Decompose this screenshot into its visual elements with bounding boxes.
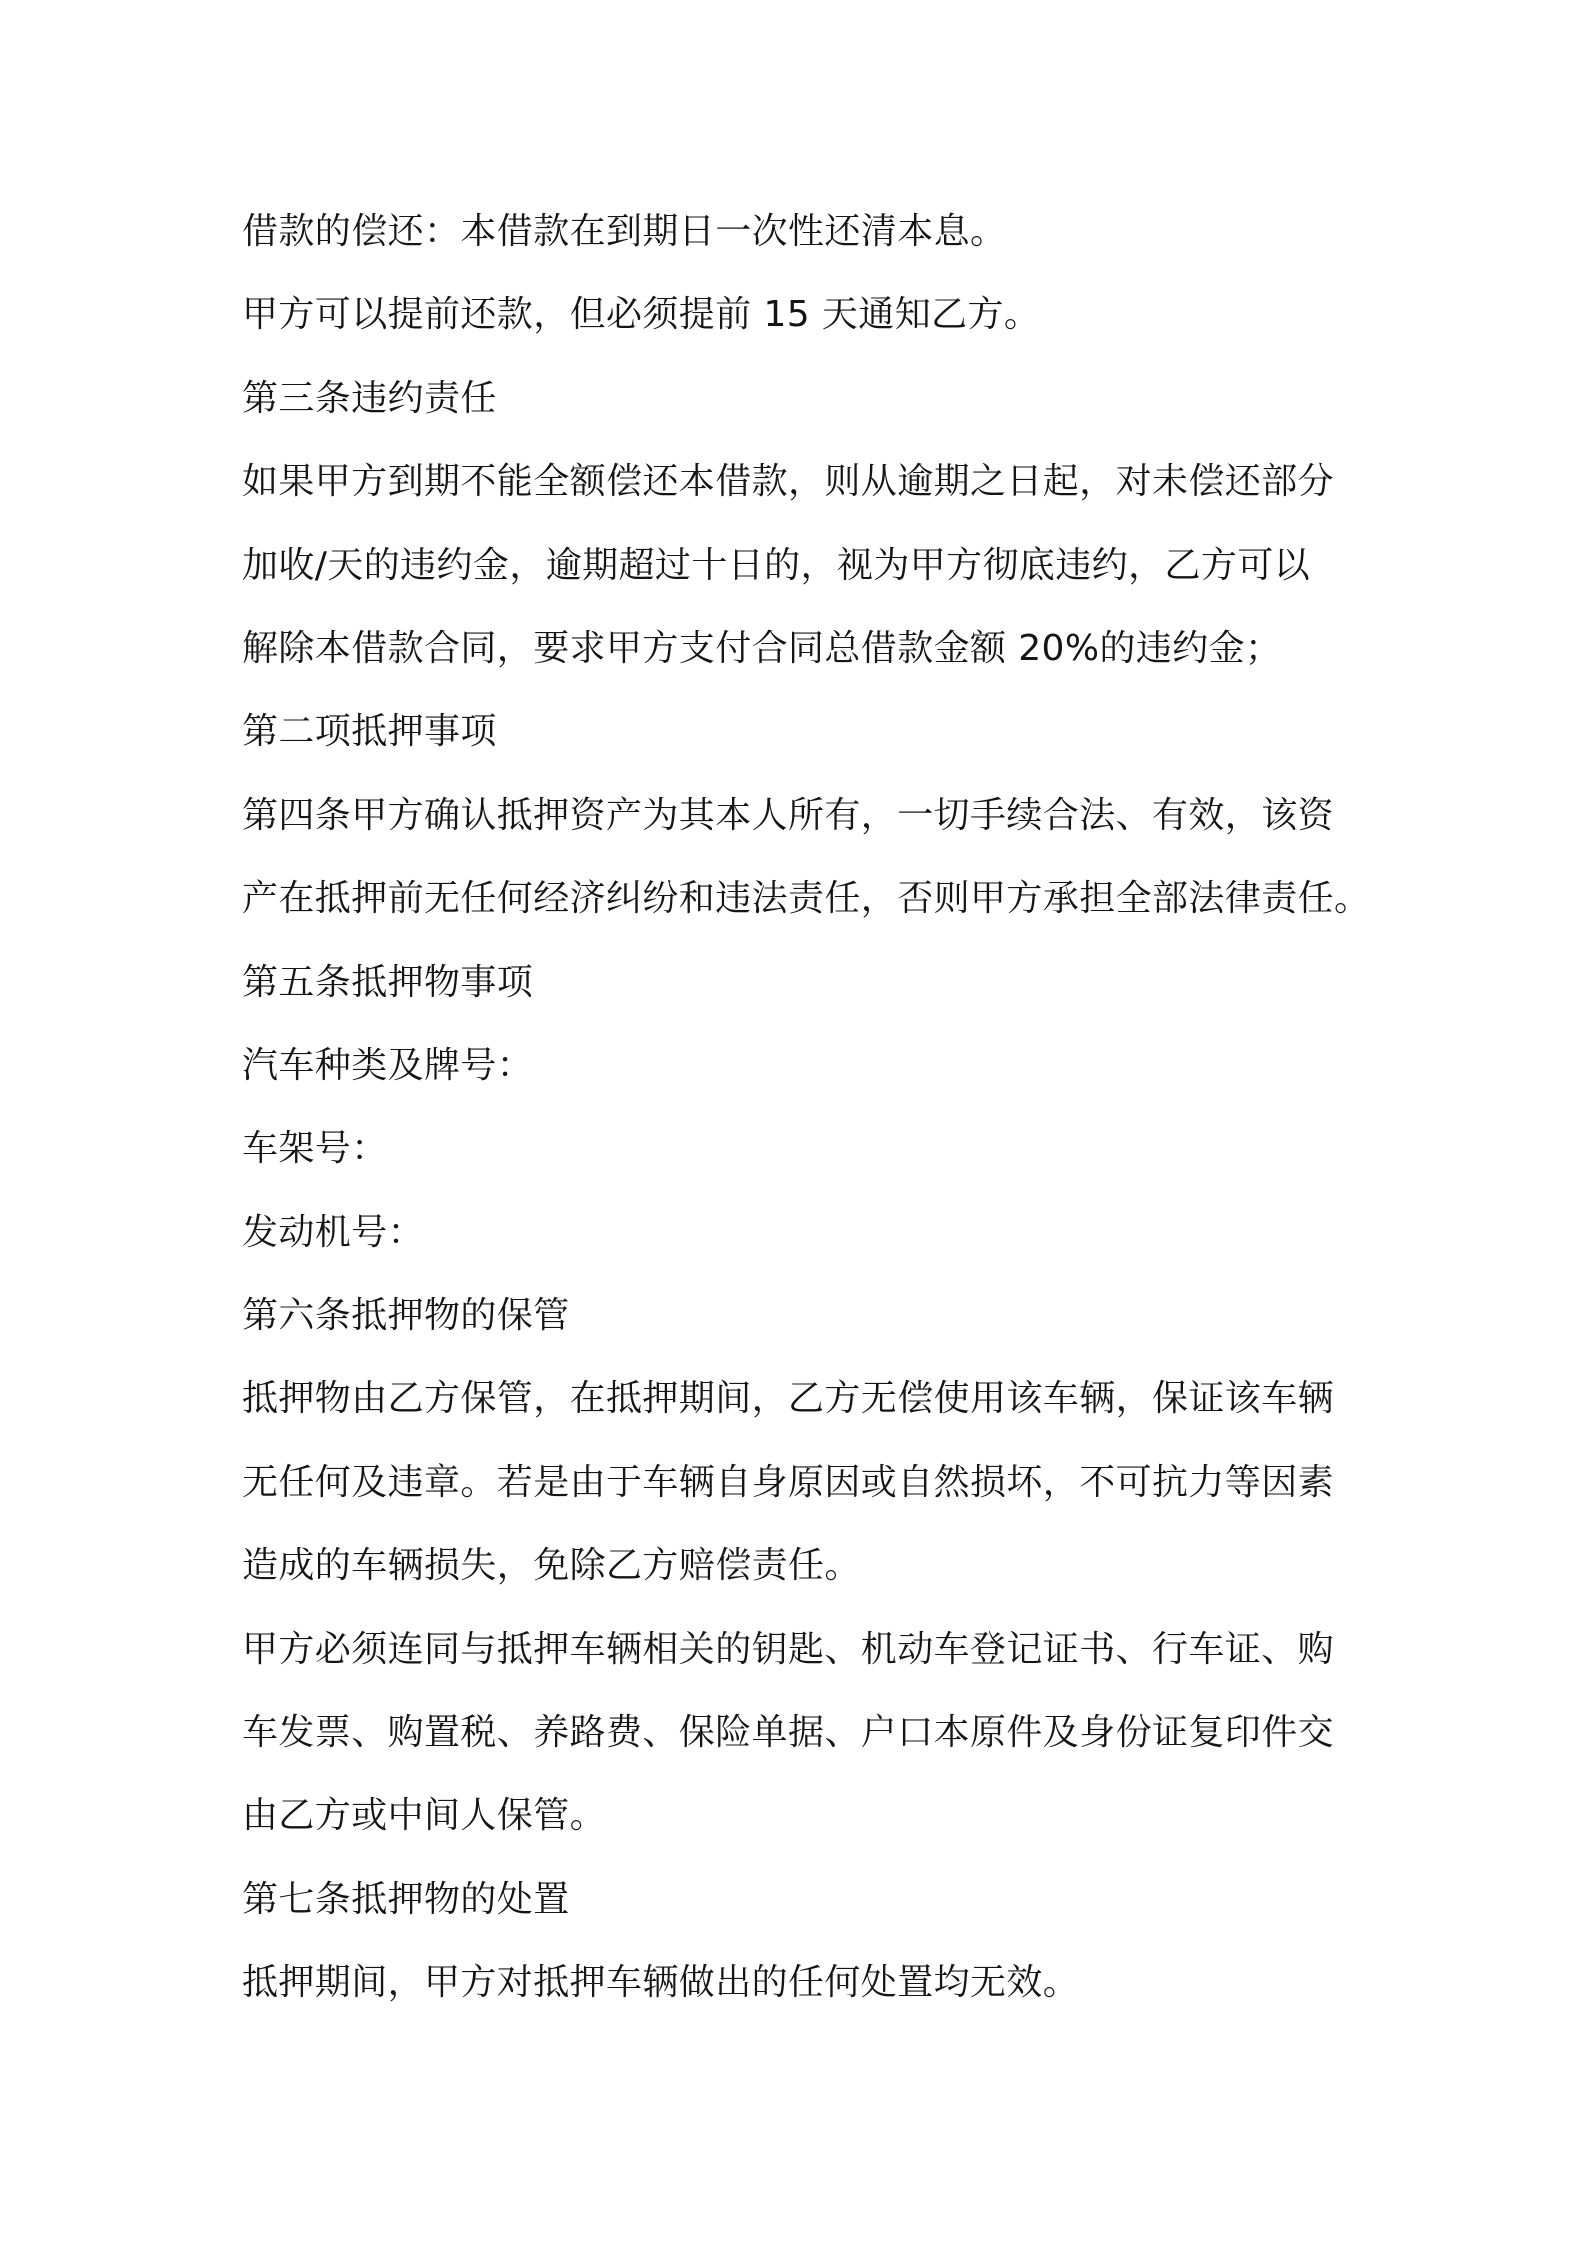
article-7-heading: 第七条抵押物的处置	[242, 1878, 570, 1920]
article-7-text-line-1: 抵押期间，甲方对抵押车辆做出的任何处置均无效。	[242, 1962, 1080, 2004]
section-2-heading: 第二项抵押事项	[242, 711, 497, 753]
article-6-text-line-3: 造成的车辆损失，免除乙方赔偿责任。	[242, 1545, 861, 1587]
article-3-text-line-3: 解除本借款合同，要求甲方支付合同总借款金额 20%的违约金；	[242, 627, 1282, 669]
repayment-clause: 借款的偿还：本借款在到期日一次性还清本息。	[242, 211, 1007, 252]
article-3-heading: 第三条违约责任	[242, 377, 497, 419]
article-4-text-line-1: 第四条甲方确认抵押资产为其本人所有，一切手续合法、有效，该资	[242, 794, 1335, 836]
article-4-text-line-2: 产在抵押前无任何经济纠纷和违法责任，否则甲方承担全部法律责任。	[242, 878, 1371, 920]
article-3-text-line-1: 如果甲方到期不能全额偿还本借款，则从逾期之日起，对未偿还部分	[242, 461, 1335, 503]
frame-number-field: 车架号：	[242, 1128, 388, 1170]
early-repayment-clause: 甲方可以提前还款，但必须提前 15 天通知乙方。	[242, 294, 1041, 336]
document-body	[242, 190, 1382, 2025]
engine-number-field: 发动机号：	[242, 1211, 425, 1253]
article-3-text-line-2: 加收/天的违约金，逾期超过十日的，视为甲方彻底违约，乙方可以	[242, 544, 1311, 586]
article-6-text-line-4: 甲方必须连同与抵押车辆相关的钥匙、机动车登记证书、行车证、购	[242, 1628, 1335, 1670]
article-6-text-line-1: 抵押物由乙方保管，在抵押期间，乙方无偿使用该车辆，保证该车辆	[242, 1378, 1335, 1420]
article-6-text-line-2: 无任何及违章。若是由于车辆自身原因或自然损坏，不可抗力等因素	[242, 1461, 1335, 1503]
article-6-text-line-6: 由乙方或中间人保管。	[242, 1795, 607, 1837]
article-6-heading: 第六条抵押物的保管	[242, 1295, 570, 1337]
article-6-text-line-5: 车发票、购置税、养路费、保险单据、户口本原件及身份证复印件交	[242, 1712, 1335, 1754]
article-5-heading: 第五条抵押物事项	[242, 961, 534, 1003]
vehicle-type-plate-field: 汽车种类及牌号：	[242, 1044, 534, 1086]
